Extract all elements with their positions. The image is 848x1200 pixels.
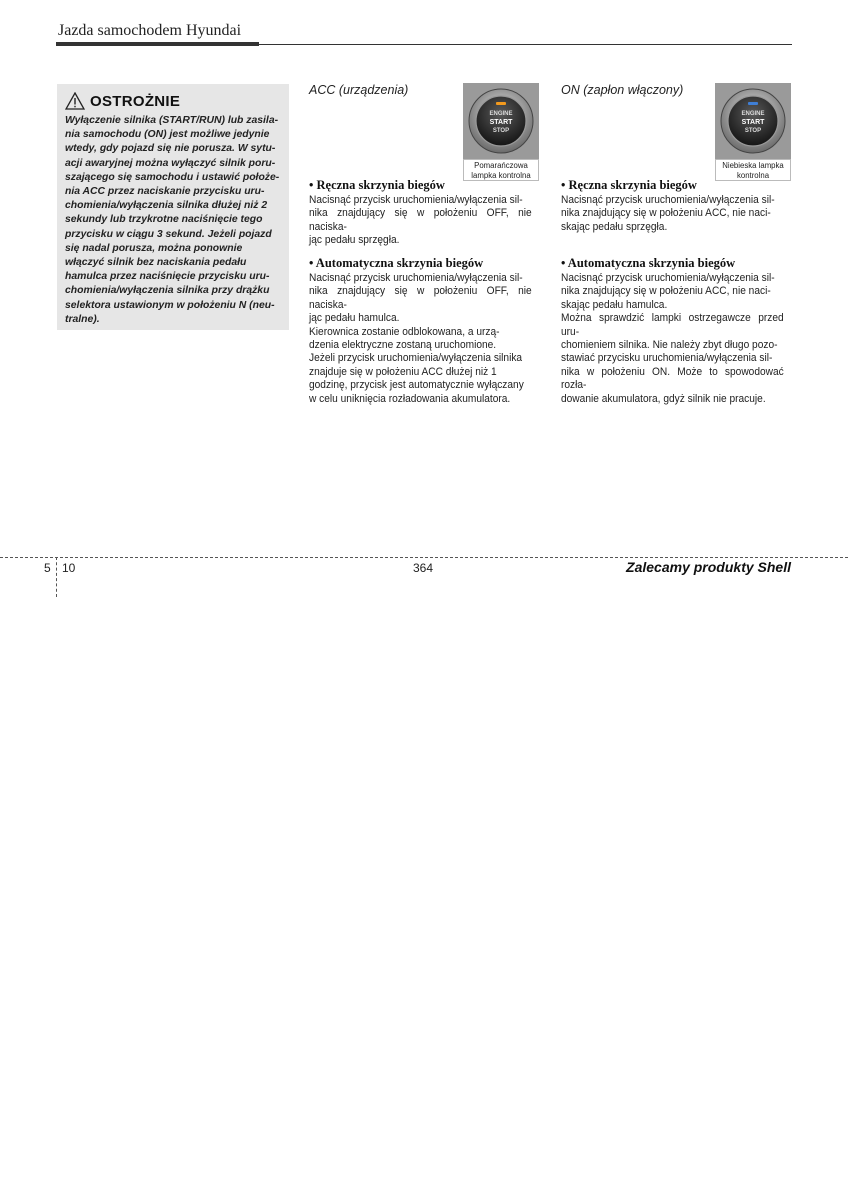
text-line: szającego się samochodu i ustawić położe-: [65, 171, 280, 183]
acc-manual-heading: • Ręczna skrzynia biegów: [309, 178, 445, 192]
engine-start-stop-button-icon: [718, 86, 788, 156]
text-line: przycisku w ciągu 3 sekund. Jeżeli pojazd: [65, 228, 272, 240]
caution-box: [57, 84, 289, 330]
warning-triangle-icon: [65, 92, 85, 110]
text-line: znajduje się w położeniu ACC dłużej niż 1: [309, 365, 497, 378]
on-title: ON (zapłon włączony): [561, 83, 684, 97]
text-line: dowanie akumulatora, gdyż silnik nie pracuje.: [561, 392, 766, 405]
footer-page-number: 364: [413, 561, 434, 575]
button-label-line-3: STOP: [492, 128, 510, 134]
text-line: Nacisnąć przycisk uruchomienia/wyłączenia sil-: [309, 272, 523, 284]
caption-line: Pomarańczowa: [474, 161, 528, 170]
text-line: nika w położeniu ON. Może to spowodować rozła-: [561, 365, 784, 392]
text-line: wtedy, gdy pojazd się nie porusza. W sytu-: [65, 143, 276, 155]
text-line: dzenia elektryczne zostaną uruchomione.: [309, 339, 497, 352]
caution-title: OSTROŻNIE: [90, 92, 181, 110]
on-manual-text: [561, 194, 784, 234]
button-label-line-3: STOP: [744, 128, 762, 134]
text-line: Jeżeli przycisk uruchomienia/wyłączenia silnika: [309, 352, 523, 365]
text-line: włączyć silnik bez naciskania pedału: [65, 257, 247, 269]
on-figure: [715, 83, 791, 181]
text-line: jąc pedału sprzęgła.: [309, 234, 400, 247]
engine-start-stop-button-icon: [466, 86, 536, 156]
text-line: nika znajdujący się w położeniu ACC, nie naci-: [561, 285, 771, 298]
button-label-line-1: ENGINE: [489, 111, 513, 117]
text-line: chomieniem silnika. Nie należy zbyt długo pozo-: [561, 339, 778, 352]
footer-divider: [0, 557, 848, 558]
text-line: nia samochodu (ON) jest możliwe jedynie: [65, 129, 270, 141]
text-line: hamulca przez naciśnięcie przycisku uru-: [65, 271, 270, 283]
on-auto-text: [561, 272, 784, 406]
button-label-line-2: START: [489, 119, 513, 126]
text-line: Nacisnąć przycisk uruchomienia/wyłączenia sil-: [309, 194, 523, 206]
acc-manual-text: [309, 194, 532, 248]
caution-text: [65, 114, 282, 327]
text-line: selektora ustawionym w położeniu N (neu-: [65, 299, 275, 311]
text-line: nika znajdujący się w położeniu ACC, nie naci-: [561, 207, 771, 220]
acc-title: ACC (urządzenia): [309, 83, 409, 97]
text-line: Nacisnąć przycisk uruchomienia/wyłączenia sil-: [561, 194, 775, 206]
text-line: Wyłączenie silnika (START/RUN) lub zasila-: [65, 115, 279, 126]
text-line: nika znajdujący się w położeniu OFF, nie naciska-: [309, 285, 532, 311]
acc-figure: [463, 83, 539, 181]
acc-auto-heading: • Automatyczna skrzynia biegów: [309, 256, 484, 270]
text-line: skając pedału sprzęgła.: [561, 220, 668, 233]
header-title: Jazda samochodem Hyundai: [58, 22, 242, 39]
button-label-line-1: ENGINE: [741, 111, 765, 117]
text-line: skając pedału hamulca.: [561, 298, 668, 311]
caption-line: kontrolna: [736, 170, 770, 180]
engine-start-button-photo: [715, 83, 791, 159]
text-line: stawiać przycisku uruchomienia/wyłączenia sil-: [561, 352, 773, 365]
text-line: jąc pedału hamulca.: [309, 312, 400, 325]
engine-start-button-photo: [463, 83, 539, 159]
on-figure-caption: [715, 159, 791, 181]
acc-figure-caption: [463, 159, 539, 181]
text-line: nia ACC przez naciskanie przycisku uru-: [65, 186, 265, 198]
text-line: Kierownica zostanie odblokowana, a urzą-: [309, 325, 500, 338]
text-line: chomienia/wyłączenia silnika przy drążku: [65, 285, 270, 297]
text-line: Można sprawdzić lampki ostrzegawcze przed uru-: [561, 312, 784, 338]
text-line: sekundy lub trzykrotne naciśnięcie tego: [65, 214, 263, 226]
text-line: w celu uniknięcia rozładowania akumulatora.: [309, 392, 511, 405]
button-label-line-2: START: [741, 119, 765, 126]
caution-heading: [65, 92, 282, 110]
caption-line: Niebieska lampka: [722, 161, 784, 170]
footer-slogan: Zalecamy produkty Shell: [626, 559, 791, 575]
on-auto-heading: • Automatyczna skrzynia biegów: [561, 256, 736, 270]
footer-page-in-section: 10: [62, 561, 76, 575]
on-manual-heading: • Ręczna skrzynia biegów: [561, 178, 697, 192]
text-line: Nacisnąć przycisk uruchomienia/wyłączenia sil-: [561, 272, 775, 284]
header-rule: [56, 44, 792, 45]
footer-vertical-divider: [56, 557, 57, 597]
text-line: nika znajdujący się w położeniu OFF, nie naciska-: [309, 207, 532, 233]
text-line: się nadal porusza, można ponownie: [65, 242, 243, 254]
acc-auto-text: [309, 272, 532, 406]
text-line: tralne).: [65, 313, 100, 325]
text-line: godzinę, przycisk jest automatycznie wyłączany: [309, 379, 524, 392]
caption-line: lampka kontrolna: [471, 170, 531, 180]
footer-section-number: 5: [44, 561, 51, 575]
text-line: acji awaryjnej można wyłączyć silnik poru-: [65, 157, 276, 169]
text-line: chomienia/wyłączenia silnika dłużej niż 2: [65, 200, 268, 212]
